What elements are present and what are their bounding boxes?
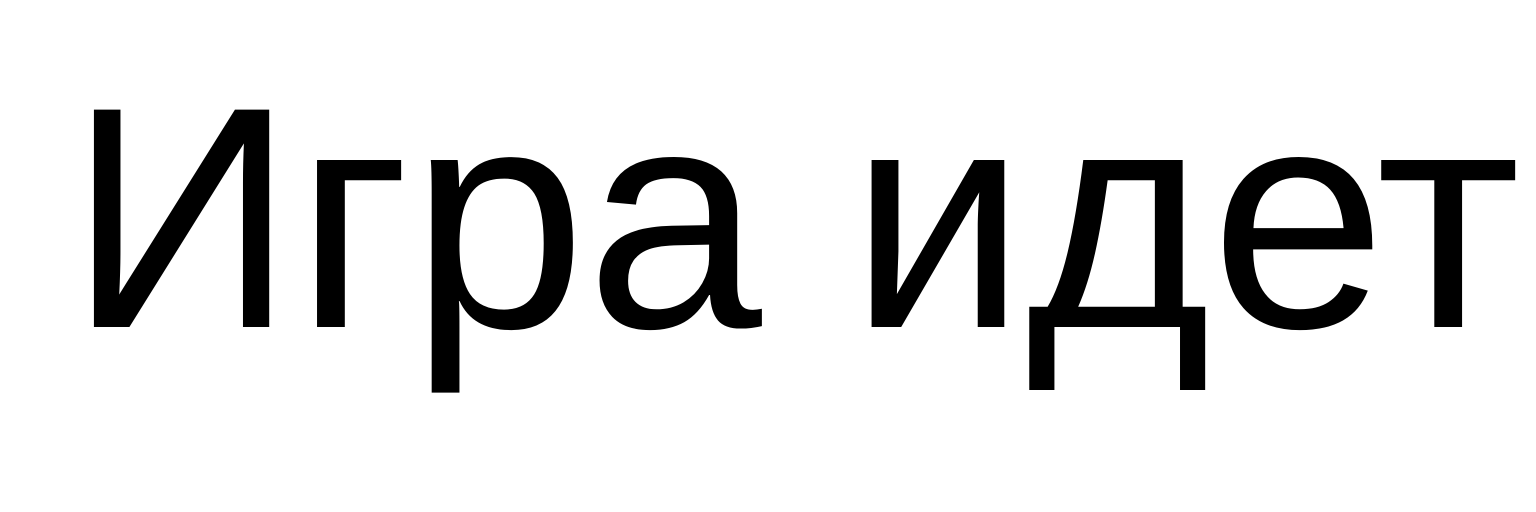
game-status-text: Игра идет [68,41,1521,394]
